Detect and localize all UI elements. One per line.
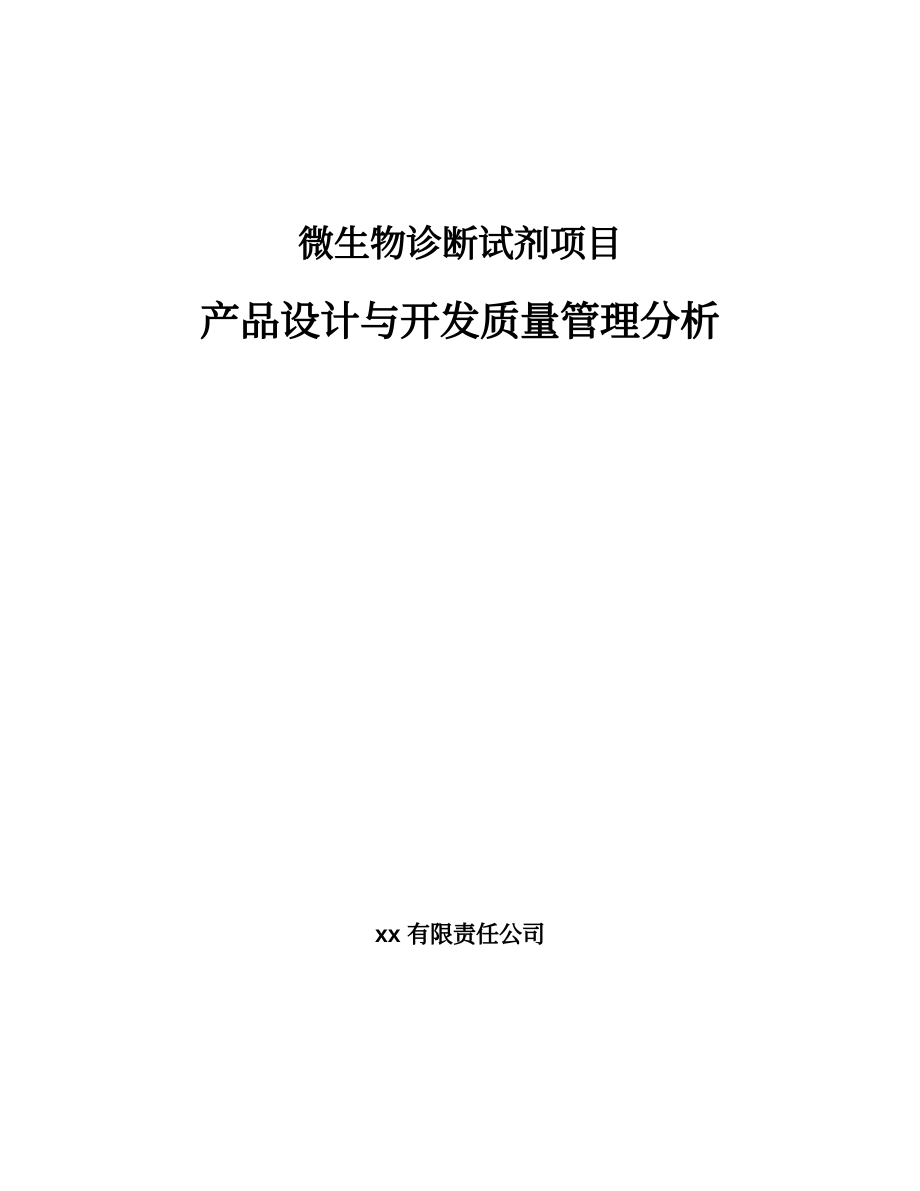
company-name: xx 有限责任公司 — [375, 921, 545, 947]
project-title: 微生物诊断试剂项目 — [297, 223, 622, 264]
document-subtitle: 产品设计与开发质量管理分析 — [200, 300, 720, 344]
